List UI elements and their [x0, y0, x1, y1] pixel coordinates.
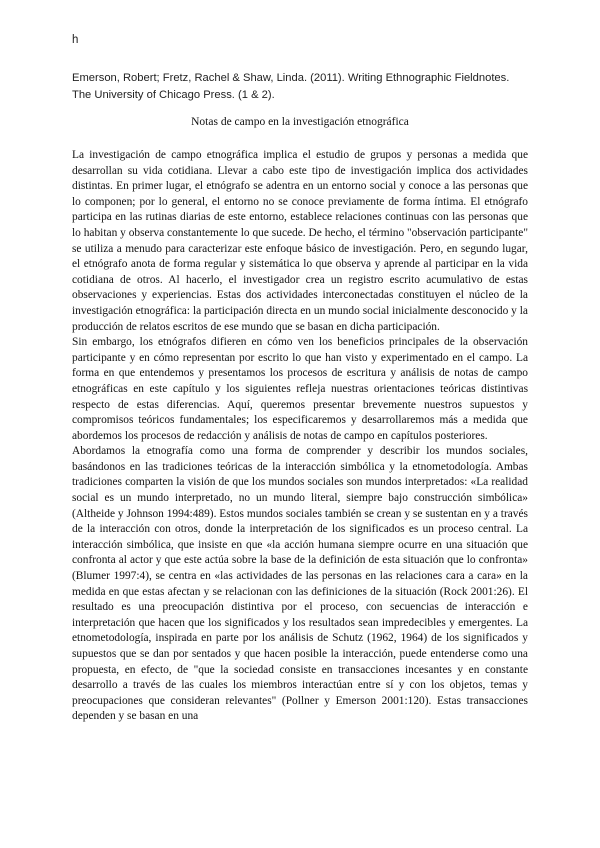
paragraph-3: Abordamos la etnografía como una forma de comprender y describir los mundos sociales, basándonos en las tradiciones teóricas de la interacción simbólica y la etnometodología. Ambas tradiciones comparten la visión de que los mundos sociales son mundos interpretados: «La realidad social es un mundo interpretado, no un mundo literal, siempre bajo construcción simbólica» (Altheide y Johnson 1994:489). Estos mundos sociales también se crean y se sustentan en y a través de la interacción con otros, donde la interpretación de los significados es un proceso central. La interacción simbólica, que insiste en que «la acción humana siempre ocurre en una situación que confronta al actor y que este actúa sobre la base de la definición de esta situación que lo confronta» (Blumer 1997:4), se centra en «las actividades de las personas en las relaciones cara a cara» en la medida en que estas afectan y se relacionan con las definiciones de la situación (Rock 2001:26). El resultado es una preocupación distintiva por el proceso, con secuencias de interacción e interpretación que hacen que los significados y los resultados sean impredecibles y emergentes. La etnometodología, inspirada en parte por los análisis de Schutz (1962, 1964) de los significados y supuestos que se dan por sentados y que hacen posible la interacción, puede entenderse como una propuesta, en efecto, de "que la sociedad consiste en transacciones incesantes y en constante desarrollo a través de las cuales los miembros interactúan entre sí y con los objetos, temas y preocupaciones que consideran relevantes" (Pollner y Emerson 2001:120). Estas transacciones dependen y se basan en una — [72, 445, 528, 723]
citation — [72, 70, 542, 104]
document-body — [72, 148, 528, 725]
paragraph-2: Sin embargo, los etnógrafos difieren en cómo ven los beneficios principales de la observación participante y en cómo representan por escrito lo que han visto y experimentado en el campo. La forma en que entendemos y presentamos los procesos de escritura y análisis de notas de campo etnográficas en este capítulo y los siguientes refleja nuestras orientaciones teóricas distintivas respecto de estas diferencias. Aquí, queremos presentar brevemente nuestros supuestos y compromisos teóricos fundamentales; los especificaremos y desarrollaremos más a medida que abordemos los procesos de redacción y análisis de notas de campo en capítulos posteriores. — [72, 336, 528, 442]
citation-line-1: Emerson, Robert; Fretz, Rachel & Shaw, Linda. (2011). Writing Ethnographic Fieldnotes. — [72, 72, 510, 84]
citation-line-2: The University of Chicago Press. (1 & 2). — [72, 89, 275, 101]
header-mark: h — [72, 34, 79, 46]
document-title: Notas de campo en la investigación etnográfica — [191, 116, 409, 128]
paragraph-1: La investigación de campo etnográfica implica el estudio de grupos y personas a medida que desarrollan su vida cotidiana. Llevar a cabo este tipo de investigación implica dos actividades distintas. En primer lugar, el etnógrafo se adentra en un entorno social y conoce a las personas que lo componen; por lo general, el entorno no se conoce previamente de forma íntima. El etnógrafo participa en las rutinas diarias de este entorno, establece relaciones continuas con las personas que lo habitan y observa constantemente lo que sucede. De hecho, el término "observación participante" se utiliza a menudo para caracterizar este enfoque básico de investigación. Pero, en segundo lugar, el etnógrafo anota de forma regular y sistemática lo que observa y aprende al participar en la vida cotidiana de otros. Al hacerlo, el investigador crea un registro escrito acumulativo de estas observaciones y experiencias. Estas dos actividades interconectadas constituyen el núcleo de la investigación etnográfica: la participación directa en un mundo social inicialmente desconocido y la producción de relatos escritos de ese mundo que se basan en dicha participación. — [72, 149, 528, 333]
